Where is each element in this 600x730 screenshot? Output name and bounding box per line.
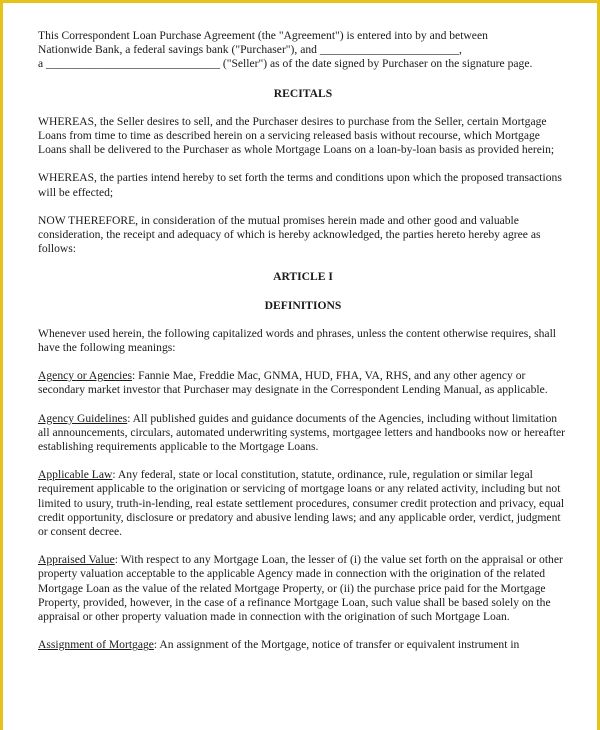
intro-line-1: This Correspondent Loan Purchase Agreement (the "Agreement") is entered into by and between [38,29,488,42]
definition-text: : All published guides and guidance documents of the Agencies, including without limitation all announcements, circulars, automated underwriting systems, mortgagee letters and handbooks now or hereafter establishing requirements applicable to the Mortgage Loans. [38,411,566,454]
definitions-intro: Whenever used herein, the following capitalized words and phrases, unless the content otherwise requires, shall have the following meanings: [38,326,557,355]
definition-term: Assignment of Mortgage [38,638,154,652]
recital-paragraph-2: WHEREAS, the parties intend hereby to set forth the terms and conditions upon which the proposed transactions will be effected; [38,171,562,199]
recitals-heading: RECITALS [273,86,333,100]
intro-paragraph [38,29,568,72]
definition-text: : An assignment of the Mortgage, notice of transfer or equivalent instrument in [153,638,520,652]
definition-assignment-of-mortgage [38,638,568,652]
definition-appraised-value [38,553,568,624]
article-heading: ARTICLE I [273,270,333,284]
definitions-heading: DEFINITIONS [264,298,342,312]
definition-text: : Any federal, state or local constitution, statute, ordinance, rule, regulation or similar legal requirement applicable to the origination or servicing of mortgage loans or any related activity, including but not limited to usury, truth-in-lending, real estate settlement procedures, consumer credit protection and privacy, equal credit opportunity, disclosure or predatory and abusive lending laws; and any applicable order, verdict, judgment or consent decree. [38,468,565,539]
definition-applicable-law [38,468,568,539]
definition-text: : With respect to any Mortgage Loan, the lesser of (i) the value set forth on the appraisal or other property valuation acceptable to the applicable Agency made in connection with the origination of the related Mortgage Loan as the value of the related Mortgage Property, or (ii) the purchase price paid for the Mortgage Property, provided, however, in the case of a refinance Mortgage Loan, such value shall be based solely on the appraisal or other property valuation made in connection with the origination of such Mortgage Loan. [38,553,563,624]
definition-text: : Fannie Mae, Freddie Mac, GNMA, HUD, FHA, VA, RHS, and any other agency or secondary market investor that Purchaser may designate in the Correspondent Lending Manual, as applicable. [38,369,548,397]
definition-term: Appraised Value [38,553,115,567]
definition-agency [38,369,568,397]
definition-term: Agency Guidelines [38,411,128,425]
recital-paragraph-1: WHEREAS, the Seller desires to sell, and the Purchaser desires to purchase from the Seller, certain Mortgage Loans from time to time as described herein on a servicing released basis without recourse, which Mortgage Loans shall be delivered to the Purchaser as whole Mortgage Loans on a loan-by-loan basis as provided herein; [38,114,555,157]
intro-line-2: Nationwide Bank, a federal savings bank ("Purchaser"), and ________________________, [38,43,462,57]
intro-line-3: a ______________________________ ("Seller") as of the date signed by Purchaser on the signature page. [38,57,533,71]
definition-term: Applicable Law [38,468,113,482]
definition-term: Agency or Agencies [38,369,133,383]
definition-agency-guidelines [38,412,568,455]
document-page [38,29,568,667]
recital-paragraph-3: NOW THEREFORE, in consideration of the mutual promises herein made and other good and valuable consideration, the receipt and adequacy of which is hereby acknowledged, the parties hereto hereby agree as follows: [38,213,541,256]
